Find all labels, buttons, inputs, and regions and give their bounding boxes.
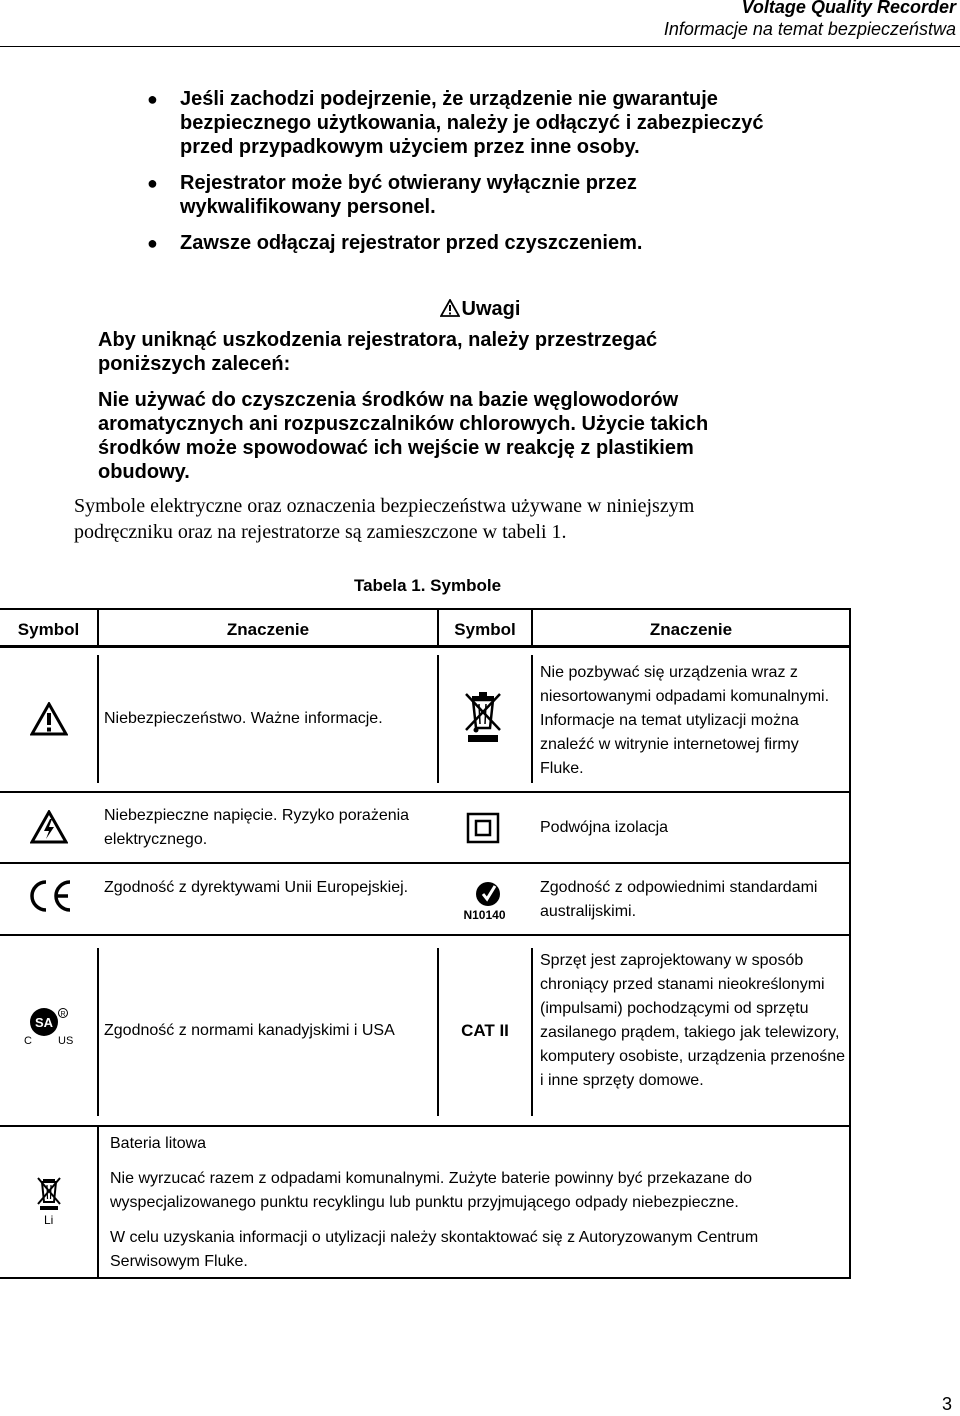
high-voltage-icon: [30, 810, 68, 844]
page-header: [0, 0, 960, 47]
table-cell: Zgodność z odpowiednimi standardami australijskimi.: [540, 879, 818, 920]
bullet-icon: ●: [147, 89, 158, 109]
ce-mark-icon: [26, 878, 74, 914]
battery-disposal-crossed-icon: [36, 1176, 62, 1212]
cat-ii-symbol: CAT II: [461, 1021, 509, 1040]
table-cell: Niebezpieczne napięcie. Ryzyko porażenia elektrycznego.: [104, 807, 410, 848]
table-cell: Niebezpieczeństwo. Ważne informacje.: [104, 710, 383, 727]
table-cell: Sprzęt jest zaprojektowany w sposób chroniący przed stanami nieokreślonymi (impulsami) pochodzącymi od sprzętu zasilanego prądem, takiego jak telewizory, komputery osobiste, urządzenia przenośne i inne sprzęty domowe.: [540, 952, 846, 1089]
battery-paragraph-2: W celu uzyskania informacji o utylizacji należy skontaktować się z Autoryzowanym Centrum Serwisowym Fluke.: [110, 1229, 759, 1270]
battery-paragraph-1: Nie wyrzucać razem z odpadami komunalnymi. Zużyte baterie powinny być przekazane do wyspecjalizowanego punktu recyklingu lub punktu przyjmującego odpady niebezpieczne.: [110, 1170, 753, 1211]
battery-title: Bateria litowa: [110, 1135, 207, 1152]
caution-paragraph-2: Nie używać do czyszczenia środków na bazie węglowodorów aromatycznych ani rozpuszczalników chlorowych. Użycie takich środków może spowodować ich wejście w reakcję z plastikiem obudowy.: [98, 389, 709, 483]
table-column-divider: [531, 948, 533, 1116]
table-column-divider: [97, 655, 99, 783]
caution-paragraph-1: Aby uniknąć uszkodzenia rejestratora, należy przestrzegać poniższych zaleceń:: [98, 329, 658, 375]
table-column-divider: [437, 655, 439, 783]
li-label: Li: [44, 1213, 54, 1227]
intro-paragraph: Symbole elektryczne oraz oznaczenia bezpieczeństwa używane w niniejszym podręczniku oraz na rejestratorze są zamieszczone w tabeli 1.: [74, 495, 695, 543]
c-tick-icon: [474, 880, 502, 908]
wheelie-bin-crossed-icon: [462, 690, 504, 744]
list-item: ● Jeśli zachodzi podejrzenie, że urządzenie nie gwarantuje bezpiecznego użytkowania, należy je odłączyć i zabezpieczyć przed przypadkowym użyciem przez inne osoby.: [147, 88, 764, 158]
table-header-symbol: Symbol: [454, 620, 516, 639]
table-bottom-border: [0, 1277, 851, 1279]
double-insulation-icon: [466, 812, 500, 844]
list-item: ● Zawsze odłączaj rejestrator przed czyszczeniem.: [147, 232, 643, 254]
table-row-divider: [0, 1125, 851, 1127]
bullet-icon: ●: [147, 173, 158, 193]
header-section-title: Informacje na temat bezpieczeństwa: [663, 19, 956, 39]
table-row-divider: [0, 934, 851, 936]
warning-triangle-icon: [30, 702, 68, 736]
table-header-meaning: Znaczenie: [649, 620, 733, 639]
csa-c-label: C: [24, 1035, 32, 1047]
caution-heading: Uwagi: [0, 298, 960, 321]
svg-text:R: R: [60, 1011, 66, 1018]
page-number: 3: [942, 1394, 953, 1414]
safety-bullet-list: [147, 87, 790, 267]
table-column-divider: [97, 948, 99, 1116]
table-header-meaning: Znaczenie: [226, 620, 310, 639]
table-cell: Zgodność z normami kanadyjskimi i USA: [104, 1022, 395, 1039]
bullet-icon: ●: [147, 233, 158, 253]
table-cell: Nie pozbywać się urządzenia wraz z niesortowanymi odpadami komunalnymi. Informacje na temat utylizacji można znaleźć w witrynie internetowej firmy Fluke.: [540, 664, 830, 777]
table-row-divider: [0, 791, 851, 793]
table-row-divider: [0, 862, 851, 864]
table-column-divider: [531, 655, 533, 783]
table-cell: Podwójna izolacja: [540, 819, 669, 836]
table-header-symbol: Symbol: [17, 620, 80, 639]
csa-us-label: US: [58, 1035, 74, 1047]
table-cell: Zgodność z dyrektywami Unii Europejskiej.: [104, 879, 409, 896]
table-header-divider: [0, 645, 851, 648]
table-top-border: [0, 608, 851, 610]
table-column-divider: [97, 1127, 99, 1279]
warning-triangle-icon: [440, 299, 460, 317]
table-right-border: [849, 608, 851, 1279]
header-product-title: Voltage Quality Recorder: [741, 0, 956, 17]
table-caption: Tabela 1. Symbole: [353, 576, 502, 595]
svg-text:SA: SA: [34, 1015, 54, 1030]
list-item: ● Rejestrator może być otwierany wyłącznie przez wykwalifikowany personel.: [147, 172, 637, 218]
c-tick-code: N10140: [463, 908, 506, 922]
